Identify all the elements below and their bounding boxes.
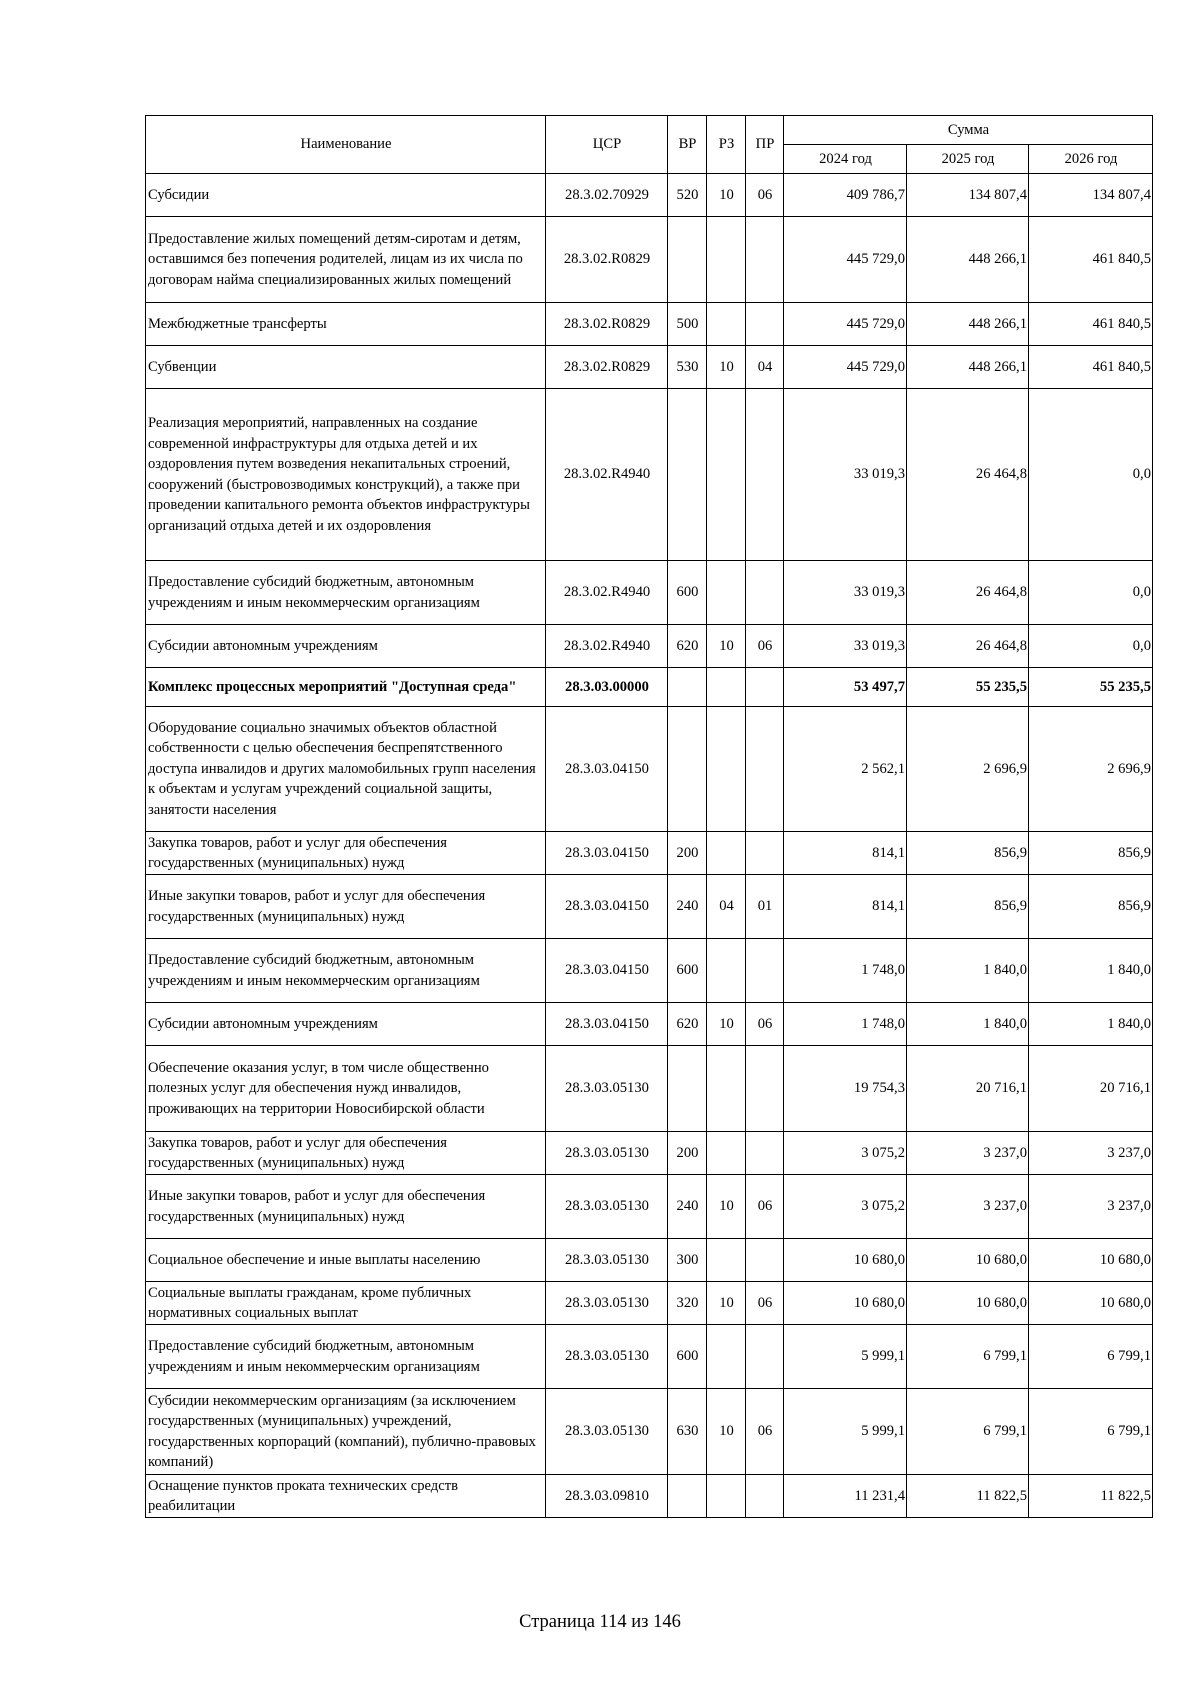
row-vr: 240 — [668, 1175, 707, 1239]
table-row — [146, 832, 1153, 875]
table-body — [146, 174, 1153, 1518]
row-rz: 10 — [707, 1389, 746, 1475]
row-name: Межбюджетные трансферты — [146, 303, 546, 346]
row-sum-2025: 26 464,8 — [907, 389, 1029, 561]
table-row — [146, 1325, 1153, 1389]
row-csr: 28.3.03.05130 — [546, 1046, 668, 1132]
row-sum-2024: 33 019,3 — [784, 625, 907, 668]
row-csr: 28.3.03.09810 — [546, 1475, 668, 1518]
row-rz — [707, 1046, 746, 1132]
row-sum-2025: 55 235,5 — [907, 668, 1029, 707]
row-sum-2024: 2 562,1 — [784, 707, 907, 832]
row-sum-2025: 20 716,1 — [907, 1046, 1029, 1132]
row-sum-2026: 461 840,5 — [1029, 303, 1153, 346]
table-row — [146, 303, 1153, 346]
row-name: Реализация мероприятий, направленных на создание современной инфраструктуры для отдыха детей и их оздоровления путем возведения некапитальных строений, сооружений (быстровозводимых конструкций), а также при проведении капитального ремонта объектов инфраструктуры организаций отдыха детей и их оздоровления — [146, 389, 546, 561]
row-rz: 10 — [707, 1003, 746, 1046]
row-csr: 28.3.02.R0829 — [546, 217, 668, 303]
table-row — [146, 939, 1153, 1003]
header-name: Наименование — [146, 116, 546, 174]
row-rz: 04 — [707, 875, 746, 939]
row-sum-2026: 10 680,0 — [1029, 1282, 1153, 1325]
row-rz — [707, 217, 746, 303]
row-name: Обеспечение оказания услуг, в том числе общественно полезных услуг для обеспечения нужд инвалидов, проживающих на территории Новосибирской области — [146, 1046, 546, 1132]
table-row — [146, 875, 1153, 939]
row-sum-2026: 6 799,1 — [1029, 1389, 1153, 1475]
row-sum-2026: 461 840,5 — [1029, 217, 1153, 303]
row-sum-2025: 2 696,9 — [907, 707, 1029, 832]
table-row — [146, 389, 1153, 561]
row-rz — [707, 939, 746, 1003]
table-row — [146, 1282, 1153, 1325]
row-vr: 300 — [668, 1239, 707, 1282]
row-sum-2025: 1 840,0 — [907, 1003, 1029, 1046]
row-sum-2025: 10 680,0 — [907, 1239, 1029, 1282]
row-pr: 04 — [746, 346, 784, 389]
row-rz: 10 — [707, 174, 746, 217]
row-pr — [746, 561, 784, 625]
row-name: Предоставление субсидий бюджетным, автономным учреждениям и иным некоммерческим организациям — [146, 561, 546, 625]
row-csr: 28.3.03.04150 — [546, 707, 668, 832]
row-vr: 520 — [668, 174, 707, 217]
row-sum-2026: 2 696,9 — [1029, 707, 1153, 832]
row-sum-2025: 856,9 — [907, 832, 1029, 875]
row-pr — [746, 939, 784, 1003]
row-sum-2024: 445 729,0 — [784, 346, 907, 389]
table-row — [146, 217, 1153, 303]
row-rz — [707, 707, 746, 832]
header-year-2024: 2024 год — [784, 145, 907, 174]
row-name: Предоставление субсидий бюджетным, автономным учреждениям и иным некоммерческим организациям — [146, 939, 546, 1003]
row-rz — [707, 668, 746, 707]
row-csr: 28.3.03.05130 — [546, 1389, 668, 1475]
row-pr — [746, 707, 784, 832]
header-sum: Сумма — [784, 116, 1153, 145]
row-vr — [668, 707, 707, 832]
row-vr — [668, 217, 707, 303]
row-sum-2024: 11 231,4 — [784, 1475, 907, 1518]
row-sum-2024: 19 754,3 — [784, 1046, 907, 1132]
row-vr — [668, 389, 707, 561]
row-pr: 06 — [746, 625, 784, 668]
row-name: Оснащение пунктов проката технических средств реабилитации — [146, 1475, 546, 1518]
row-sum-2024: 10 680,0 — [784, 1239, 907, 1282]
row-pr — [746, 217, 784, 303]
row-rz — [707, 561, 746, 625]
row-sum-2024: 814,1 — [784, 875, 907, 939]
table-row — [146, 1175, 1153, 1239]
row-sum-2026: 10 680,0 — [1029, 1239, 1153, 1282]
row-sum-2024: 10 680,0 — [784, 1282, 907, 1325]
row-pr — [746, 1046, 784, 1132]
row-sum-2025: 26 464,8 — [907, 561, 1029, 625]
row-pr — [746, 832, 784, 875]
row-rz: 10 — [707, 346, 746, 389]
row-vr — [668, 668, 707, 707]
row-name: Закупка товаров, работ и услуг для обеспечения государственных (муниципальных) нужд — [146, 832, 546, 875]
row-sum-2024: 5 999,1 — [784, 1325, 907, 1389]
table-row — [146, 1132, 1153, 1175]
row-pr: 06 — [746, 1282, 784, 1325]
row-name: Субсидии автономным учреждениям — [146, 1003, 546, 1046]
row-sum-2025: 448 266,1 — [907, 346, 1029, 389]
row-sum-2024: 445 729,0 — [784, 217, 907, 303]
row-sum-2024: 5 999,1 — [784, 1389, 907, 1475]
row-name: Предоставление субсидий бюджетным, автономным учреждениям и иным некоммерческим организациям — [146, 1325, 546, 1389]
row-vr: 200 — [668, 832, 707, 875]
row-rz — [707, 1475, 746, 1518]
row-csr: 28.3.02.R4940 — [546, 561, 668, 625]
row-sum-2025: 448 266,1 — [907, 303, 1029, 346]
row-vr: 620 — [668, 1003, 707, 1046]
row-sum-2025: 1 840,0 — [907, 939, 1029, 1003]
page-number: Страница 114 из 146 — [519, 1612, 681, 1632]
row-sum-2025: 6 799,1 — [907, 1325, 1029, 1389]
row-sum-2026: 3 237,0 — [1029, 1175, 1153, 1239]
header-rz: РЗ — [707, 116, 746, 174]
row-pr — [746, 1475, 784, 1518]
row-vr: 500 — [668, 303, 707, 346]
header-year-2025: 2025 год — [907, 145, 1029, 174]
row-csr: 28.3.03.04150 — [546, 939, 668, 1003]
row-sum-2026: 0,0 — [1029, 389, 1153, 561]
row-csr: 28.3.03.04150 — [546, 875, 668, 939]
header-pr: ПР — [746, 116, 784, 174]
row-csr: 28.3.02.R4940 — [546, 625, 668, 668]
row-sum-2026: 461 840,5 — [1029, 346, 1153, 389]
row-pr: 01 — [746, 875, 784, 939]
row-rz — [707, 1239, 746, 1282]
row-sum-2024: 33 019,3 — [784, 389, 907, 561]
row-sum-2025: 6 799,1 — [907, 1389, 1029, 1475]
row-sum-2024: 3 075,2 — [784, 1175, 907, 1239]
row-sum-2025: 3 237,0 — [907, 1175, 1029, 1239]
table-row — [146, 1003, 1153, 1046]
row-sum-2024: 33 019,3 — [784, 561, 907, 625]
row-rz — [707, 389, 746, 561]
row-csr: 28.3.02.70929 — [546, 174, 668, 217]
row-name: Социальное обеспечение и иные выплаты населению — [146, 1239, 546, 1282]
row-name: Субсидии автономным учреждениям — [146, 625, 546, 668]
row-name: Иные закупки товаров, работ и услуг для обеспечения государственных (муниципальных) нужд — [146, 875, 546, 939]
row-sum-2026: 856,9 — [1029, 832, 1153, 875]
row-rz — [707, 832, 746, 875]
row-pr: 06 — [746, 1003, 784, 1046]
budget-table — [145, 115, 1153, 1518]
row-sum-2025: 3 237,0 — [907, 1132, 1029, 1175]
row-csr: 28.3.03.05130 — [546, 1132, 668, 1175]
row-vr: 600 — [668, 561, 707, 625]
row-rz: 10 — [707, 1175, 746, 1239]
row-name: Субвенции — [146, 346, 546, 389]
row-vr: 530 — [668, 346, 707, 389]
row-sum-2024: 1 748,0 — [784, 939, 907, 1003]
row-sum-2025: 26 464,8 — [907, 625, 1029, 668]
table-row — [146, 561, 1153, 625]
row-name: Иные закупки товаров, работ и услуг для обеспечения государственных (муниципальных) нужд — [146, 1175, 546, 1239]
row-csr: 28.3.03.05130 — [546, 1175, 668, 1239]
row-sum-2026: 0,0 — [1029, 561, 1153, 625]
row-vr: 630 — [668, 1389, 707, 1475]
row-csr: 28.3.03.05130 — [546, 1282, 668, 1325]
header-csr: ЦСР — [546, 116, 668, 174]
row-sum-2025: 11 822,5 — [907, 1475, 1029, 1518]
row-name: Комплекс процессных мероприятий "Доступная среда" — [146, 668, 546, 707]
header-year-2026: 2026 год — [1029, 145, 1153, 174]
row-vr: 240 — [668, 875, 707, 939]
row-vr: 620 — [668, 625, 707, 668]
row-sum-2025: 448 266,1 — [907, 217, 1029, 303]
row-rz — [707, 1325, 746, 1389]
row-name: Закупка товаров, работ и услуг для обеспечения государственных (муниципальных) нужд — [146, 1132, 546, 1175]
row-rz — [707, 303, 746, 346]
table-row — [146, 668, 1153, 707]
row-sum-2025: 10 680,0 — [907, 1282, 1029, 1325]
row-sum-2025: 134 807,4 — [907, 174, 1029, 217]
row-name: Социальные выплаты гражданам, кроме публичных нормативных социальных выплат — [146, 1282, 546, 1325]
row-pr — [746, 303, 784, 346]
row-sum-2026: 134 807,4 — [1029, 174, 1153, 217]
row-pr — [746, 668, 784, 707]
row-pr — [746, 389, 784, 561]
row-vr: 200 — [668, 1132, 707, 1175]
row-vr: 600 — [668, 939, 707, 1003]
row-pr: 06 — [746, 174, 784, 217]
row-sum-2026: 20 716,1 — [1029, 1046, 1153, 1132]
row-csr: 28.3.02.R0829 — [546, 303, 668, 346]
row-csr: 28.3.02.R0829 — [546, 346, 668, 389]
row-rz: 10 — [707, 625, 746, 668]
row-sum-2026: 3 237,0 — [1029, 1132, 1153, 1175]
row-sum-2024: 409 786,7 — [784, 174, 907, 217]
row-sum-2026: 1 840,0 — [1029, 939, 1153, 1003]
row-rz — [707, 1132, 746, 1175]
row-sum-2025: 856,9 — [907, 875, 1029, 939]
row-vr — [668, 1046, 707, 1132]
row-rz: 10 — [707, 1282, 746, 1325]
row-sum-2026: 1 840,0 — [1029, 1003, 1153, 1046]
row-sum-2026: 6 799,1 — [1029, 1325, 1153, 1389]
row-csr: 28.3.02.R4940 — [546, 389, 668, 561]
row-name: Оборудование социально значимых объектов областной собственности с целью обеспечения беспрепятственного доступа инвалидов и других маломобильных групп населения к объектам и услугам учреждений социальной защиты, занятости населения — [146, 707, 546, 832]
row-sum-2026: 11 822,5 — [1029, 1475, 1153, 1518]
row-name: Субсидии некоммерческим организациям (за исключением государственных (муниципальных) учреждений, государственных корпораций (компаний), публично-правовых компаний) — [146, 1389, 546, 1475]
table-header — [146, 116, 1153, 174]
table-row — [146, 707, 1153, 832]
row-vr: 320 — [668, 1282, 707, 1325]
row-pr — [746, 1132, 784, 1175]
row-vr — [668, 1475, 707, 1518]
row-sum-2026: 856,9 — [1029, 875, 1153, 939]
row-sum-2026: 55 235,5 — [1029, 668, 1153, 707]
row-vr: 600 — [668, 1325, 707, 1389]
table-row — [146, 625, 1153, 668]
row-name: Субсидии — [146, 174, 546, 217]
row-name: Предоставление жилых помещений детям-сиротам и детям, оставшимся без попечения родителей, лицам из их числа по договорам найма специализированных жилых помещений — [146, 217, 546, 303]
row-pr — [746, 1325, 784, 1389]
row-csr: 28.3.03.00000 — [546, 668, 668, 707]
row-pr — [746, 1239, 784, 1282]
row-csr: 28.3.03.04150 — [546, 1003, 668, 1046]
table-row — [146, 1475, 1153, 1518]
table-row — [146, 174, 1153, 217]
row-pr: 06 — [746, 1389, 784, 1475]
row-sum-2024: 53 497,7 — [784, 668, 907, 707]
row-csr: 28.3.03.04150 — [546, 832, 668, 875]
row-sum-2024: 445 729,0 — [784, 303, 907, 346]
header-vr: ВР — [668, 116, 707, 174]
table-row — [146, 1239, 1153, 1282]
row-pr: 06 — [746, 1175, 784, 1239]
table-row — [146, 1046, 1153, 1132]
row-sum-2024: 1 748,0 — [784, 1003, 907, 1046]
row-sum-2026: 0,0 — [1029, 625, 1153, 668]
row-sum-2024: 3 075,2 — [784, 1132, 907, 1175]
table-row — [146, 1389, 1153, 1475]
row-sum-2024: 814,1 — [784, 832, 907, 875]
table-row — [146, 346, 1153, 389]
row-csr: 28.3.03.05130 — [546, 1325, 668, 1389]
row-csr: 28.3.03.05130 — [546, 1239, 668, 1282]
